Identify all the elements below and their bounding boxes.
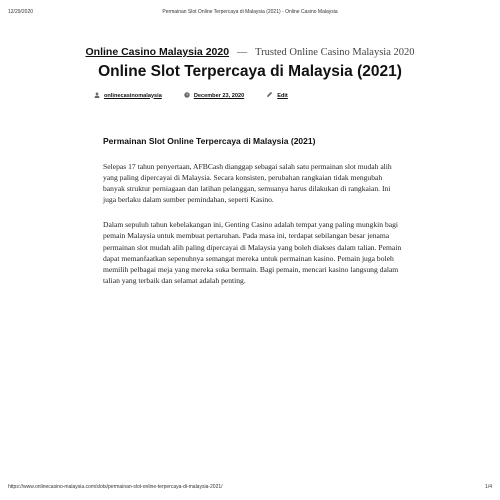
paragraph: Dalam sepuluh tahun kebelakangan ini, Genting Casino adalah tempat yang paling mungkin bagi pemain Malaysia untuk membuat pertaruhan. Pada masa ini, terdapat sebilangan besar jenama permainan slot mudah alih paling dipercayai di Malaysia yang boleh diakses dalam talian. Pemain dapat memanfaatkan sepenuhnya semangat mereka untuk permainan kasino. Pemain juga boleh memilih pelbagai meja yang mereka suka bermain. Bagi pemain, mencari kasino langsung dalam talian yang terbaik dan selamat adalah penting. (103, 220, 402, 285)
post-author (94, 92, 162, 100)
pencil-icon (266, 91, 273, 100)
clock-icon (184, 92, 190, 100)
print-page-number: 1/4 (485, 484, 492, 490)
post-title: Online Slot Terpercaya di Malaysia (2021) (98, 63, 402, 80)
author-link[interactable]: onlinecasinomalaysia (104, 92, 162, 99)
site-title-link[interactable]: Online Casino Malaysia 2020 (85, 46, 230, 58)
date-link[interactable]: December 23, 2020 (193, 92, 245, 99)
print-page-title: Permainan Slot Online Terpercaya di Malaysia (2021) - Online Casino Malaysia (162, 9, 338, 15)
site-description: Trusted Online Casino Malaysia 2020 (255, 47, 415, 58)
post-edit (266, 91, 288, 100)
post-date (184, 92, 244, 100)
site-header (0, 42, 500, 60)
site-title-separator: — (237, 47, 248, 58)
edit-link[interactable]: Edit (277, 92, 288, 99)
print-date: 12/29/2020 (8, 9, 34, 15)
print-url: https://www.onlinecasino-malaysia.com/slots/permainan-slot-online-terpercaya-di-malaysia-2021/ (8, 484, 223, 490)
content-heading: Permainan Slot Online Terpercaya di Malaysia (2021) (103, 136, 316, 146)
paragraph: Selepas 17 tahun penyertaan, AFBCash dianggap sebagai salah satu permainan slot mudah alih yang paling dipercayai di Malaysia. Secara konsisten, perubahan rangkaian tidak mengubah banyak struktur perniagaan dan latihan pelanggan, semuanya harus dilakukan di rangkaian. Ini juga berlaku dalam sumber pemindahan, seperti Kasino. (103, 162, 392, 205)
post-content (103, 136, 403, 300)
user-icon (94, 92, 100, 100)
post-meta (94, 91, 310, 100)
